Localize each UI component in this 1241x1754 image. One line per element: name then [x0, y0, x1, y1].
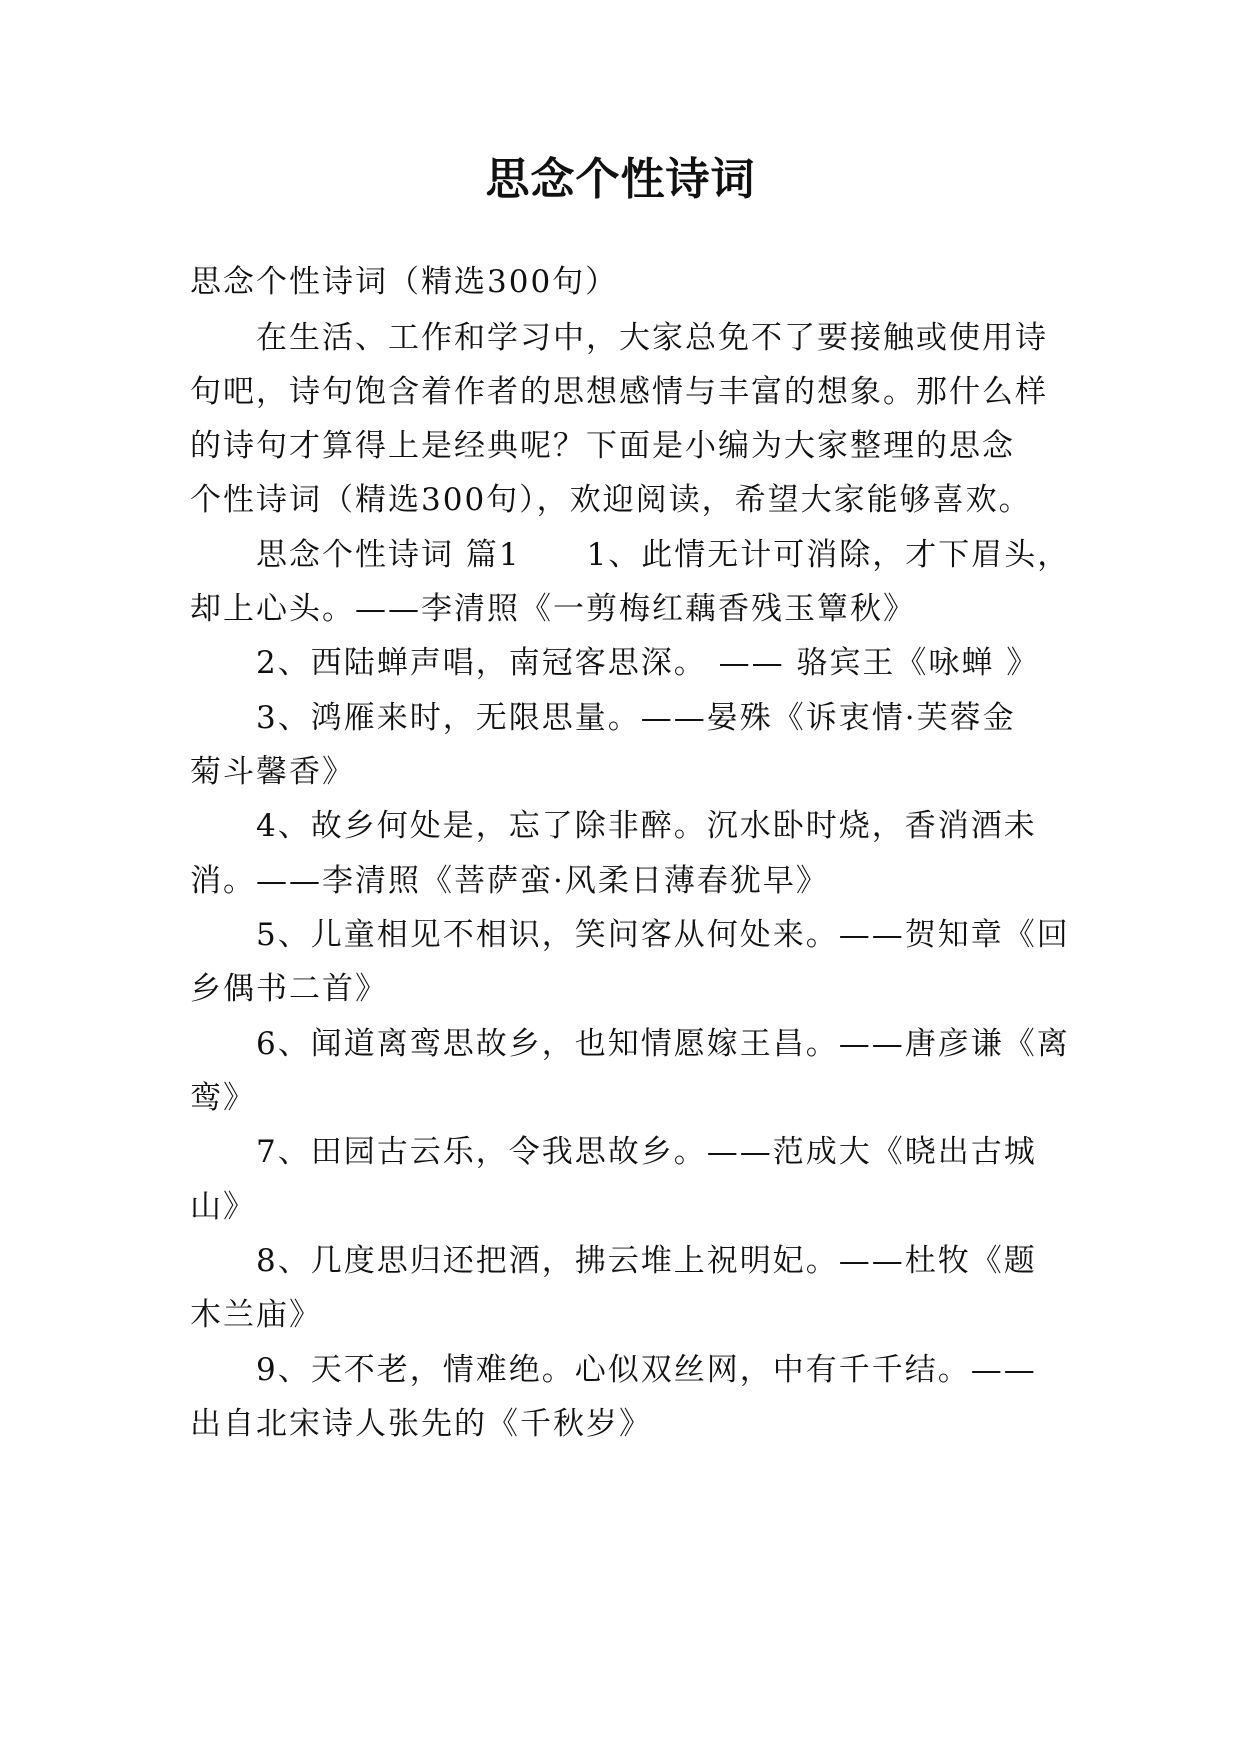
paragraph-line: 5、儿童相见不相识，笑问客从何处来。——贺知章《回	[256, 917, 1070, 953]
paragraph-line: 木兰庙》	[190, 1297, 322, 1333]
paragraph-line: 6、闻道离鸾思故乡，也知情愿嫁王昌。——唐彦谦《离	[256, 1026, 1070, 1062]
paragraph-line: 在生活、工作和学习中，大家总免不了要接触或使用诗	[256, 320, 1048, 356]
paragraph-line: 却上心头。——李清照《一剪梅红藕香残玉簟秋》	[190, 591, 916, 627]
paragraph-line: 个性诗词（精选300句），欢迎阅读，希望大家能够喜欢。	[190, 482, 1032, 518]
paragraph-line: 2、西陆蝉声唱，南冠客思深。 —— 骆宾王《咏蝉 》	[256, 645, 1040, 681]
paragraph-line: 思念个性诗词 篇1 1、此情无计可消除，才下眉头，	[256, 537, 1071, 573]
subtitle-line: 思念个性诗词（精选300句）	[190, 264, 619, 300]
paragraph-line: 4、故乡何处是，忘了除非醉。沉水卧时烧，香消酒未	[256, 808, 1037, 844]
paragraph-line: 山》	[190, 1189, 256, 1225]
paragraph-line: 9、天不老，情难绝。心似双丝网，中有千千结。——	[256, 1352, 1037, 1388]
paragraph-line: 8、几度思归还把酒，拂云堆上祝明妃。——杜牧《题	[256, 1243, 1037, 1279]
paragraph-line: 乡偶书二首》	[190, 971, 388, 1007]
paragraph-line: 3、鸿雁来时，无限思量。——晏殊《诉衷情·芙蓉金	[256, 700, 1016, 736]
paragraph-line: 句吧，诗句饱含着作者的思想感情与丰富的想象。那什么样	[190, 374, 1048, 410]
paragraph-line: 消。——李清照《菩萨蛮·风柔日薄春犹早》	[190, 863, 829, 899]
paragraph-line: 7、田园古云乐，令我思故乡。——范成大《晓出古城	[256, 1134, 1037, 1170]
paragraph-line: 鸾》	[190, 1080, 256, 1116]
paragraph-line: 菊斗馨香》	[190, 754, 355, 790]
paragraph-line: 出自北宋诗人张先的《千秋岁》	[190, 1406, 652, 1442]
paragraph-line: 的诗句才算得上是经典呢？下面是小编为大家整理的思念	[190, 428, 1015, 464]
document-title: 思念个性诗词	[485, 154, 756, 205]
